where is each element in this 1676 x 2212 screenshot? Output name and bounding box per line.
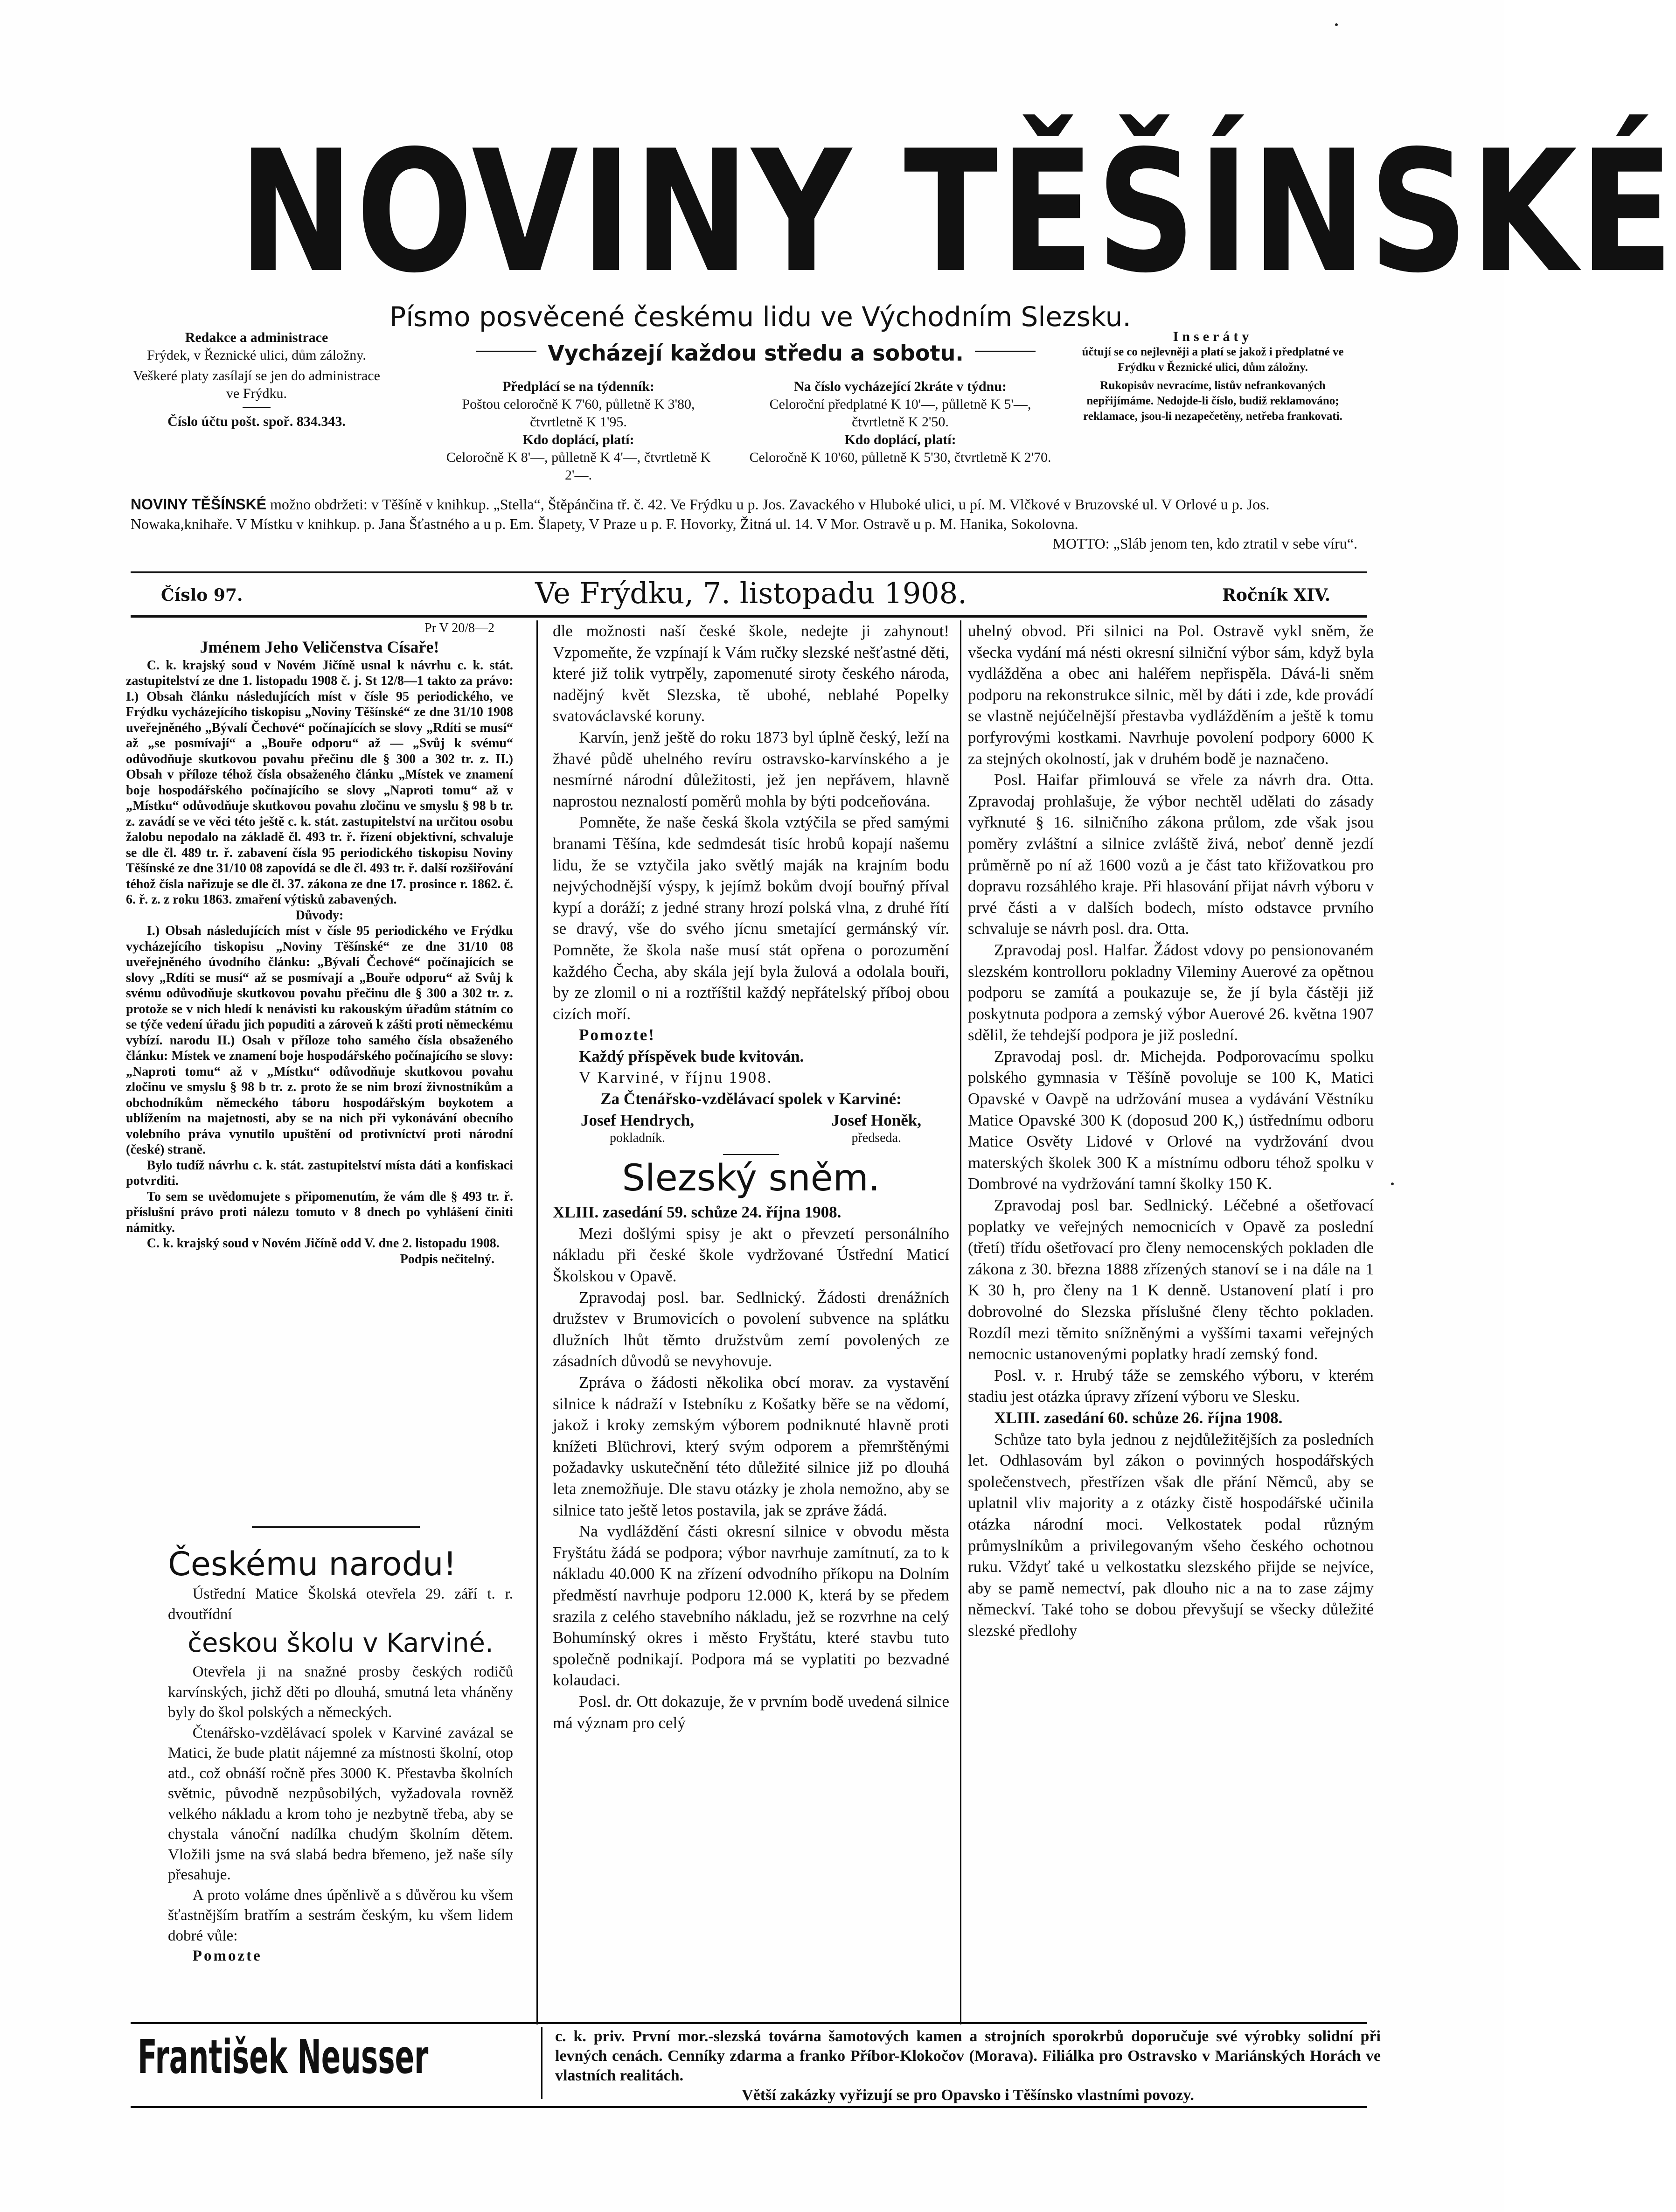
column-middle — [553, 620, 949, 1733]
snem-heading: Slezský sněm. — [622, 1157, 880, 1200]
snem-paragraph: Mezi došlými spisy je akt o převzetí personálního nákladu při české škole vydržované Ústřední Maticí Školskou v Opavě. — [553, 1224, 949, 1286]
place-date: Ve Frýdku, 7. listopadu 1908. — [535, 576, 967, 610]
appeal-pomozte: Pomozte — [192, 1948, 262, 1964]
sales-info-text: možno obdržeti: v Těšíně v knihkup. „Stella“, Štěpánčina tř. č. 42. Ve Frýdku u p. Jos. Zavackého v Hluboké ulici, u pí. M. Vlčkové v Bruzovské ul. V Orlové u p. Jos. Nowaka,knihaře. V Místku v knihkup. p. Jana Šťastného a u p. Em. Šlapety, V Praze u p. F. Hovorky, Žitná ul. 14. V Mor. Ostravě u p. M. Hanika, Sokolovna. — [131, 496, 1270, 532]
weekly-prices: Poštou celoročně K 7'60, půlletně K 3'80, čtvrtletně K 1'95. — [462, 396, 695, 430]
snem-paragraph: Posl. dr. Ott dokazuje, že v prvním bodě uvedená silnice má význam pro celý — [553, 1692, 949, 1732]
advertising-heading: Inseráty — [1173, 329, 1253, 344]
appeal-paragraph: Otevřela ji na snažné prosby českých rodičů karvínských, jichž děti po dlouhá, smutná leta vháněny byly do škol polských a německých. — [168, 1663, 513, 1721]
advert-divider — [541, 2027, 542, 2099]
court-signature: Podpis nečitelný. — [400, 1252, 494, 1266]
twice-heading: Na číslo vycházející 2kráte v týdnu: — [794, 379, 1007, 394]
twice-prices-2: Celoročně K 10'60, půlletně K 5'30, čtvrtletně K 2'70. — [749, 450, 1051, 465]
twice-prices: Celoroční předplatné K 10'—, půlletně K 5'—, čtvrtletně K 2'50. — [769, 396, 1031, 430]
subscription-twice-weekly — [746, 378, 1054, 466]
account-number: Číslo účtu pošt. spoř. 834.343. — [167, 414, 346, 429]
signature-1 — [581, 1110, 694, 1146]
snem-paragraph: Posl. Haifar přimlouvá se vřele za návrh dra. Otta. Zpravodaj prohlašuje, že výbor nechtěl udělati do zásady vyřknuté § 16. silničního zákona průlom, zde však jsou poměry zvláštní a silnice zvláště živá, neboť denně jezdí průměrně po ní až 1600 vozů a je část tato křižovatkou pro dopravu rozsáhlého kraje. Při hlasování přijat návrh výboru v prvé části a v dalších bodech, místo odstavce prvního schvaluje se návrh posl. dra. Otta. — [968, 771, 1374, 938]
advert-text-main: c. k. priv. První mor.-slezská továrna šamotových kamen a strojních sporokrbů doporučuje své výrobky solidní při levných cenách. Cenníky zdarma a franko Příbor-Klokočov (Morava). Filiálka pro Ostravsko v Mariánských Horách ve vlastních realitách. — [555, 2028, 1381, 2084]
issue-number: Číslo 97. — [161, 585, 243, 605]
court-decision — [126, 620, 513, 1267]
rule-top — [131, 571, 1367, 573]
advert-text — [555, 2027, 1381, 2105]
weekly-heading: Předplácí se na týdenník: — [502, 379, 654, 394]
subscription-weekly — [443, 378, 714, 484]
motto: MOTTO: „Sláb jenom ten, kdo ztratil v sebe víru“. — [1052, 535, 1357, 552]
rule-short — [252, 1526, 420, 1528]
weekly-heading-2: Kdo doplácí, platí: — [522, 432, 634, 447]
rule-dateline — [131, 615, 1367, 618]
editorial-heading: Redakce a administrace — [185, 330, 328, 345]
snem-paragraph: Na vydláždění části okresní silnice v obvodu města Fryštátu žádá se podpora; výbor navrhuje zamítnutí, za to k nákladu 40.000 K na zřízení odvodního příkopu na Dolním předměstí navrhuje podporu 12.000 K, která by se předem srazila z celého stavebního nákladu, jež se rozvrhne na celý Bohumínský okres i město Fryštátu, které stavbu tuto společně podnikají. Podpora má se vyplatiti po bezvadné kolaudaci. — [553, 1522, 949, 1690]
court-ref: Pr V 20/8—2 — [424, 621, 494, 635]
publication-days: Vycházejí každou středu a sobotu. — [476, 341, 1036, 366]
snem-paragraph: Zpravodaj posl. bar. Sedlnický. Žádosti drenážních družstev v Brumovicích o povolení subvence na splátku dlužních lhůt těmto družstvům zemí povolených ze zásadních důvodů se nevyhovuje. — [553, 1288, 949, 1370]
appeal-cont-paragraph: dle možnosti naší české škole, nedejte ji zahynout! Vzpomeňte, že vzpínají k Vám ručky slezské nešťastné děti, které již tolik vytrpěly, zapomenuté siroty českého národa, nadějný květ Slezska, tě ubohé, neblahé Popelky svatováclavské koruny. — [553, 622, 949, 725]
snem-paragraph: Zpravodaj posl bar. Sedlnický. Léčebné a ošetřovací poplatky ve veřejných nemocnicích v Opavě za poslední (třetí) třídu ošetřovací pro členy nemocenských pokladen dle zákona z 30. března 1888 zřízených stanoví se i na dále na 1 K 30 h, pro členy na 1 K denně. Ustanovení platí i pro dobrovolné do Slezska příslušné členy těchto pokladen. Rozdíl mezi těmito snížněnými a vyššími taxami veřejných nemocnic ustanovenými poplatky hradí zemský fond. — [968, 1196, 1374, 1363]
volume: Ročník XIV. — [1222, 585, 1331, 605]
sales-info — [131, 494, 1367, 553]
appeal-cont-paragraph: Pomněte, že naše česká škola vztýčila se před samými branami Těšína, kde sedmdesát tisíc hrobů kopají našemu lidu, že se vztyčila jako světlý maják na krajním bodu nejvýchodnější výspy, k jejímž bokům dvojí bouřný příval kypí a doráží; z jedné strany hrozí polská vlna, z druhé řítí se dravý, vše do svého jícnu smetající germánský vír. Pomněte, že škola naše musí stát opřena o porozumění každého Čecha, aby skála její byla žulová a odolala bouři, by ze zlomil o ni a roztříštil každý nepřátelský příboj obou cizích moří. — [553, 813, 949, 1023]
twice-heading-2: Kdo doplácí, platí: — [844, 432, 956, 447]
advert-name: František Neusser — [138, 2030, 429, 2084]
column-divider-1 — [536, 620, 538, 2024]
signature-2-role: předseda. — [851, 1131, 901, 1146]
snem-paragraph: Zpráva o žádosti několika obcí morav. za vystavění silnice k nádraží v Istebníku z Košatky běře se na vědomí, jakož i kroky zemským výborem podniknuté hlavně proti knížeti Blüchrovi, který svým odporem a přemrštěnými požadavky uskutečnění této důležité silnice již po dlouhá leta znemožňuje. Dle stavu otázky je zhola nemožno, aby se silnice tato ještě letos postavila, jak se zpráve žádá. — [553, 1373, 949, 1519]
court-heading: Jménem Jeho Veličenstva Císaře! — [200, 637, 439, 656]
appeal-intro: Ústřední Matice Školská otevřela 29. září t. r. dvoutřídní — [168, 1586, 513, 1623]
editorial-address: Frýdek, v Řeznické ulici, dům záložny. — [147, 348, 366, 363]
court-paragraph: C. k. krajský soud v Novém Jičíně odd V. dne 2. listopadu 1908. — [146, 1236, 500, 1251]
column-right — [968, 620, 1374, 1642]
snem-paragraph: Schůze tato byla jednou z nejdůležitějších za posledních let. Odhlasovám byl zákon o povinných hospodářských společenstvech, přestřízen však dle přání Němců, aby se uplatnil vliv majority a z otázky čistě hospodářské učinila otázka národní moci. Velkostatek podal různým průmyslníkům a privilegovaným všeho českého ochotnou ruku. Vždyť také u velkostatku slezského přijde se nejvíce, aby se pamě nemectví, pak dlouho nic a na to zase zájmy německví. Také toho se dobou převyšují se všecky důležité slezské předlohy — [968, 1430, 1374, 1640]
sales-info-name: NOVINY TĚŠÍNSKÉ — [131, 496, 267, 513]
snem-session-1: XLIII. zasedání 59. schůze 24. října 1908. — [553, 1203, 841, 1222]
snem-paragraph: uhelný obvod. Při silnici na Pol. Ostravě vykl sněm, že všecka vydání má nésti okresní silniční výbor sám, když byla vydlážděna a obec ani haléřem nepřispěla. Dává-li sněm podporu na rekonstrukce silnic, měl by dáti i zde, kde provádí se vlastně nejúčelnější přestavba vydlážděním a ještě k tomu porfyrovými kostkami. Navrhuje povolení podpory 6000 K za stejných okolností, jak v druhém bodě je naznačeno. — [968, 622, 1374, 768]
advert-text-2: Větší zakázky vyřizují se pro Opavsko i Těšínsko vlastními povozy. — [742, 2087, 1194, 2104]
divider — [243, 407, 271, 408]
signature-2-name: Josef Honěk, — [831, 1111, 921, 1129]
appeal-cont-place: V Karviné, v říjnu 1908. — [579, 1068, 773, 1087]
snem-paragraph: Zpravodaj posl. dr. Michejda. Podporovacímu spolku polského gymnasia v Těšíně povoluje se 100 K, Matici Opavské v Oavpě na udržování musea a vydávání Věstníku Matice Opavské 300 K (doposud 200 K,) ústřednímu odboru Matice Osvěty Lidové v Orlové na vydržování dvou materských školek 300 K a místnímu odboru téhož spolku v Dombrové na vydržování tamní školky 150 K. — [968, 1047, 1374, 1193]
editorial-box — [126, 329, 387, 431]
masthead-subtitle: Písmo posvěcené českému lidu ve Východním Slezsku. — [389, 301, 1131, 333]
weekly-prices-2: Celoročně K 8'—, půlletně K 4'—, čtvrtletně K 2'—. — [446, 450, 711, 483]
editorial-payments: Veškeré platy zasílají se jen do administrace ve Frýdku. — [133, 368, 380, 401]
manuscripts-text: Rukopisův nevracíme, listův nefrankovaných nepřijímáme. Nedojde-li číslo, budiž reklamováno; reklamace, jsou-li nezapečetěny, netřeba frankovati. — [1083, 379, 1342, 423]
speck — [1335, 23, 1338, 26]
court-paragraph: Bylo tudíž návrhu c. k. stát. zastupitelství místa dáti a konfiskaci potvrditi. — [126, 1158, 513, 1188]
advertising-box — [1073, 329, 1353, 424]
column-divider-2 — [960, 620, 961, 2024]
snem-session-2: XLIII. zasedání 60. schůze 26. října 1908. — [994, 1408, 1283, 1427]
appeal-heading: Českému narodu! — [168, 1545, 457, 1583]
appeal-paragraph: Čtenářsko-vzdělávací spolek v Karviné zavázal se Matici, že bude platit nájemné za místnosti školní, otop atd., což obnáší ročně přes 3000 K. Přestavba školních světnic, původně nezpůsobilých, vyžadovala rovněž velkého nákladu a krom toho je nezbytně třeba, aby se chystala vánoční nadílka chudým školním dětem. Vložili jsme na svá slabá bedra břemeno, jež naše síly přesahuje. — [168, 1724, 513, 1883]
appeal-cont-pomozte: Pomozte! — [579, 1026, 655, 1044]
masthead-title: NOVINY TĚŠÍNSKÉ — [238, 114, 1676, 310]
signature-2 — [832, 1110, 922, 1146]
appeal-article — [168, 1544, 513, 1967]
snem-paragraph: Posl. v. r. Hrubý táže se zemského výboru, v kterém stadiu jest otázka úpravy zřízení výboru ve Slesku. — [968, 1366, 1374, 1406]
signature-1-name: Josef Hendrych, — [581, 1111, 695, 1129]
court-reasons-heading: Důvody: — [295, 908, 344, 923]
rule-bottom — [131, 2106, 1367, 2108]
appeal-cont-org: Za Čtenářsko-vzdělávací spolek v Karviné: — [600, 1090, 902, 1108]
court-paragraph: C. k. krajský soud v Novém Jičíně usnal k návrhu c. k. stát. zastupitelství ze dne 1. listopadu 1908 č. j. St 12/8—1 takto za právo: I.) Obsah článku následujících míst v čísle 95 periodického, ve Frýdku vycházejícího tiskopisu „Noviny Těšínské“ ze dne 31/10 1908 uveřejněného „Bývalí Čechové“ počínajících se slovy „Rdíti se musí“ až „se posmívají“ a „Bouře odporu“ až — „Svůj k svému“ odůvodňuje skutkovou povahu přečinu dle § 300 a 302 tr. z. II.) Obsah v příloze téhož čísla obsaženého článku „Místek ve znamení boje hospodářského počínajícího se slovy „Naproti tomu“ až v „Místku“ odůvodňuje skutkovou povahu zločinu ve smyslu § 98 b tr. z. zavádí se ve věci této ještě c. k. stát. zastupitelství na určitou osobu žalobu nepodalo na základě čl. 493 tr. ř. řízení objektivní, schvaluje se dle čl. 489 tr. ř. zabavení čísla 95 periodického tiskopisu Noviny Těšínské ze dne 31/10 08 zapovídá se dle čl. 493 tr. ř. další rozšiřování téhož čísla nařizuje se dle čl. 37. zákona ze dne 17. prosince r. 1862. č. 6. ř. z. z roku 1863. zmaření výtisků zabavených. — [126, 658, 513, 907]
rule-advert — [131, 2022, 1367, 2024]
appeal-cont-paragraph: Karvín, jenž ještě do roku 1873 byl úplně český, leží na žhavé půdě uhelného revíru ostravsko-karvínského a je nesmírné národní důležitosti, jež jen nepřávem, hlavně naprostou neznalostí poměrů mohla by býti podceňována. — [553, 728, 949, 810]
appeal-subheading: českou školu v Karviné. — [188, 1628, 494, 1658]
signatures — [553, 1110, 949, 1146]
speck — [1391, 1183, 1394, 1185]
court-paragraph: I.) Obsah následujících míst v čísle 95 periodického ve Frýdku vycházejícího tiskopisu „Noviny Těšínské“ ze dne 31/10 08 uveřejněného úvodního článku: „Bývalí Čechové“ počínajících se slovy „Rdíti se musí“ až se posmívají a „Bouře odporu“ až Svůj k svému odůvodňuje skutkovou povahu přečinu dle § 300 a 302 tr. z. protože se v nich hledí k nenávisti ku rakouským úřadům státním co se týče vedení úřadu jich popuditi a zároveň k zášti proti německému vybízí. narodu II.) Osah v příloze toho samého čísla obsaženého článku: Místek ve znamení boje hospodářského počínajícího se slovy: „Naproti tomu“ až v „Místku“ odůvodňuje skutkovou povahu zločinu ve smyslu § 98 b tr. z. proto že se nim brozí živnostníkům a obchodníkům německého táboru hospodářským boykotem a ublížením na majetnosti, aby se na nich při vykonávání obecního volebního práva vynutilo upuštění od protivníctví proti národní (české) straně. — [126, 924, 513, 1157]
appeal-paragraph: A proto voláme dnes úpěnlivě a s důvěrou ku všem šťastnějším bratřím a sestrám českým, ku všem lidem dobré vůle: — [168, 1886, 513, 1944]
appeal-cont-note: Každý příspěvek bude kvitován. — [579, 1047, 804, 1065]
signature-1-role: pokladník. — [610, 1131, 666, 1146]
advertising-text: účtují se co nejlevněji a platí se jakož i předplatné ve Frýdku v Řeznické ulici, dům záložny. — [1082, 346, 1344, 374]
court-paragraph: To sem se uvědomujete s připomenutím, že vám dle § 493 tr. ř. příslušní právo proti nálezu tomuto v 8 dnech po vyhlášení činiti námitky. — [126, 1189, 513, 1235]
snem-paragraph: Zpravodaj posl. Halfar. Žádost vdovy po pensionovaném slezském kontrolloru pokladny Vileminy Auerové za opětnou podporu se zamítá a poukazuje se, že jí byla částěji již poskytnuta podpora a zemský výbor Auerové 26. května 1907 sdělil, že tehdejší podpora je již poslední. — [968, 940, 1374, 1044]
